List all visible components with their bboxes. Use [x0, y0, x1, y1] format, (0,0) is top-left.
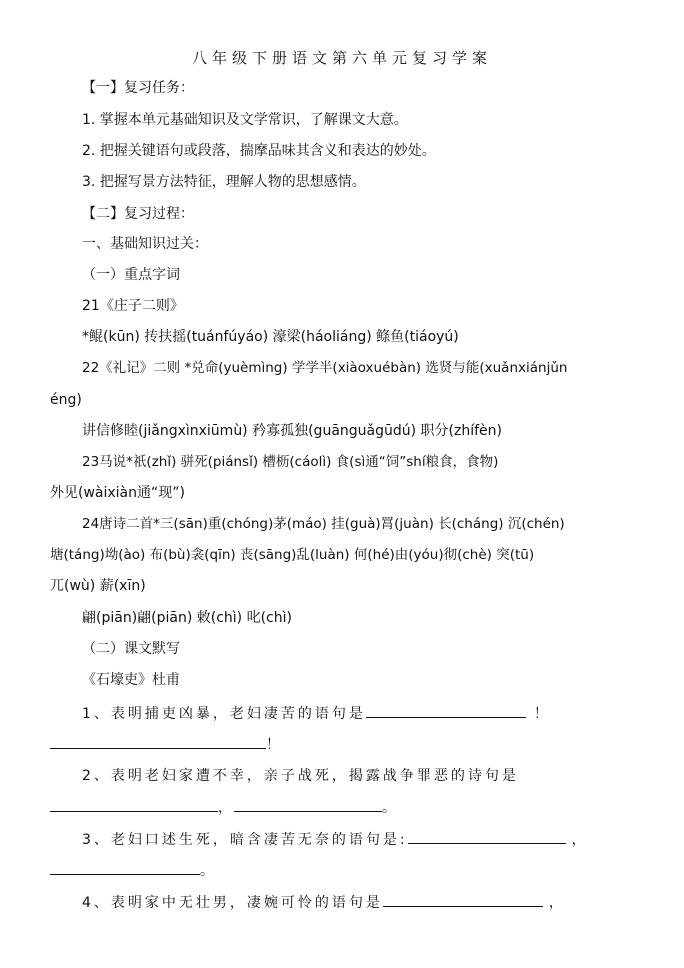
question-2-end: 。 — [382, 800, 396, 816]
question-2-text: 2、表明老妇家遭不幸，亲子战死，揭露战争罪恶的诗句是 — [82, 768, 519, 784]
section2-heading: 【二】复习过程： — [82, 206, 194, 222]
sub-heading-dictation: （二）课文默写 — [82, 641, 180, 657]
question-2-cont — [50, 797, 396, 818]
lesson22-line1: 22《礼记》二则 *兑命(yuèmìng) 学学半(xiàoxuébàn) 选贤与能(xuǎnxiánjǔn — [82, 360, 568, 376]
question-1-end2: ！ — [266, 737, 280, 753]
task-item: 3. 把握写景方法特征，理解人物的思想感情。 — [82, 174, 366, 190]
question-1-cont — [50, 734, 280, 755]
lesson22-line2: éng) — [50, 392, 82, 408]
question-1 — [82, 703, 551, 724]
question-4 — [82, 892, 566, 913]
page-title: 八年级下册语文第六单元复习学案 — [191, 49, 492, 67]
section1-heading: 【一】复习任务： — [82, 80, 194, 96]
answer-blank[interactable] — [50, 734, 266, 749]
task-item: 2. 把握关键语句或段落，揣摩品味其含义和表达的妙处。 — [82, 143, 436, 159]
lesson24-line2: 塘(táng)坳(ào) 布(bù)衾(qīn) 丧(sāng)乱(luàn) 何(hé)由(yóu)彻(chè) 突(tū) — [50, 547, 535, 563]
lesson22-line3: 讲信修睦(jiǎngxìnxiūmù) 矜寡孤独(guānguǎgūdú) 职分(zhífèn) — [82, 423, 502, 439]
answer-blank[interactable] — [408, 829, 566, 844]
sub-heading-vocab: （一）重点字词 — [82, 267, 180, 283]
lesson24-line4: 翩(piān)翩(piān) 敕(chì) 叱(chì) — [82, 610, 292, 626]
lesson21-title: 21《庄子二则》 — [82, 298, 184, 314]
question-1-text: 1、表明捕吏凶暴，老妇凄苦的语句是 — [82, 706, 366, 722]
question-1-end: ！ — [533, 706, 551, 722]
question-4-text: 4、表明家中无壮男，凄婉可怜的语句是 — [82, 895, 383, 911]
lesson23-line1: 23马说*祇(zhǐ) 骈死(piánsǐ) 槽枥(cáolì) 食(sì通“饲”shí粮食，食物) — [82, 454, 499, 470]
lesson21-words: *鲲(kūn) 抟扶摇(tuánfúyáo) 濠梁(háoliáng) 鲦鱼(tiáoyú) — [82, 329, 459, 345]
poem-title: 《石壕吏》杜甫 — [82, 672, 180, 688]
question-3-end: 。 — [200, 863, 214, 879]
question-2 — [82, 766, 519, 786]
question-3-text: 3、老妇口述生死，暗含凄苦无奈的语句是: — [82, 832, 408, 848]
part1-heading: 一、基础知识过关： — [82, 236, 208, 252]
task-item: 1. 掌握本单元基础知识及文学常识，了解课文大意。 — [82, 112, 408, 128]
answer-blank[interactable] — [50, 860, 200, 875]
question-3-sep: ， — [571, 832, 589, 848]
answer-blank[interactable] — [50, 797, 218, 812]
answer-blank[interactable] — [383, 892, 543, 907]
lesson24-line1: 24唐诗二首*三(sān)重(chóng)茅(máo) 挂(guà)罥(juàn) 长(cháng) 沉(chén) — [82, 516, 565, 532]
lesson24-line3: 兀(wù) 薪(xīn) — [50, 578, 146, 594]
lesson23-line2: 外见(wàixiàn通“现”) — [50, 485, 185, 501]
question-3-cont — [50, 860, 214, 881]
question-2-sep: ， — [218, 800, 232, 816]
question-3 — [82, 829, 589, 850]
answer-blank[interactable] — [366, 703, 526, 718]
answer-blank[interactable] — [234, 797, 382, 812]
question-4-sep: ， — [548, 895, 566, 911]
